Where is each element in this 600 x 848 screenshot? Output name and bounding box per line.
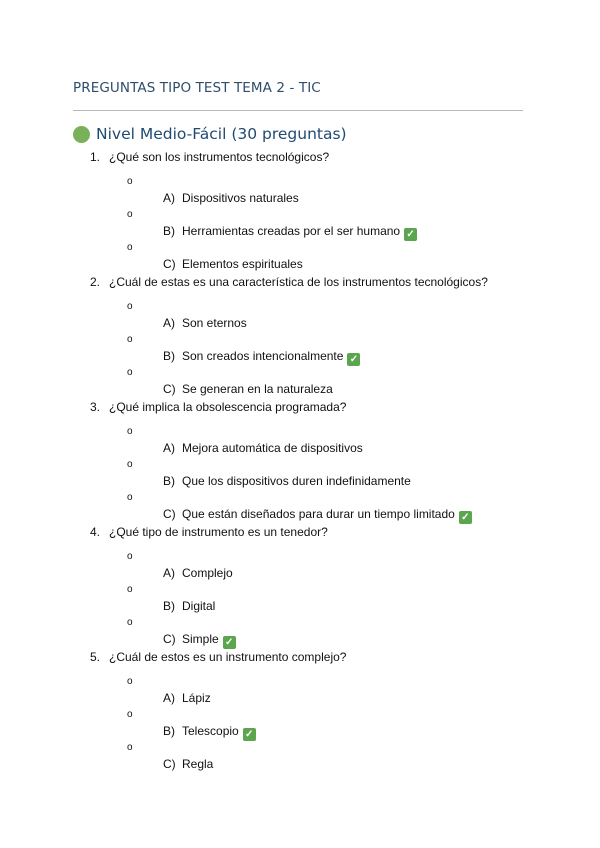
option-bullet: o — [127, 709, 133, 720]
question-number: 4. — [90, 525, 101, 539]
question-number: 3. — [90, 400, 101, 414]
option-letter: B) — [163, 474, 175, 488]
check-mark-button-icon: ✓ — [459, 511, 472, 524]
option-text: Mejora automática de dispositivos — [182, 441, 363, 455]
option-bullet: o — [127, 176, 133, 187]
option-letter: A) — [163, 316, 175, 330]
answer-option — [163, 724, 256, 741]
answer-option — [163, 691, 211, 705]
answer-option — [163, 382, 333, 396]
option-bullet: o — [127, 334, 133, 345]
option-text: Que están diseñados para durar un tiempo limitado — [182, 507, 455, 521]
option-text: Herramientas creadas por el ser humano — [182, 224, 401, 238]
option-letter: C) — [163, 757, 176, 771]
answer-option — [163, 191, 299, 205]
check-mark-button-icon: ✓ — [404, 228, 417, 241]
question-text: ¿Qué tipo de instrumento es un tenedor? — [109, 525, 328, 539]
option-bullet: o — [127, 676, 133, 687]
check-mark-button-icon: ✓ — [347, 353, 360, 366]
option-text: Telescopio — [182, 724, 239, 738]
option-text: Que los dispositivos duren indefinidamente — [182, 474, 411, 488]
option-bullet: o — [127, 551, 133, 562]
option-text: Elementos espirituales — [182, 257, 303, 271]
check-mark-button-icon: ✓ — [243, 728, 256, 741]
option-text: Se generan en la naturaleza — [182, 382, 333, 396]
option-letter: B) — [163, 599, 175, 613]
option-letter: A) — [163, 691, 175, 705]
option-bullet: o — [127, 492, 133, 503]
title-divider — [73, 110, 523, 111]
answer-option — [163, 474, 411, 488]
question-text: ¿Qué son los instrumentos tecnológicos? — [109, 150, 330, 164]
option-bullet: o — [127, 426, 133, 437]
question-item — [90, 650, 346, 664]
option-bullet: o — [127, 209, 133, 220]
option-bullet: o — [127, 584, 133, 595]
section-heading — [73, 125, 347, 143]
option-letter: C) — [163, 257, 176, 271]
answer-option — [163, 441, 363, 455]
answer-option — [163, 507, 472, 524]
document-title: PREGUNTAS TIPO TEST TEMA 2 - TIC — [73, 80, 321, 96]
option-letter: B) — [163, 349, 175, 363]
option-text: Regla — [182, 757, 214, 771]
question-number: 5. — [90, 650, 101, 664]
option-text: Digital — [182, 599, 216, 613]
option-bullet: o — [127, 367, 133, 378]
question-item — [90, 150, 329, 164]
option-text: Complejo — [182, 566, 233, 580]
option-bullet: o — [127, 617, 133, 628]
option-text: Son creados intencionalmente — [182, 349, 344, 363]
answer-option — [163, 257, 303, 271]
option-letter: A) — [163, 441, 175, 455]
option-letter: A) — [163, 191, 175, 205]
option-bullet: o — [127, 459, 133, 470]
check-mark-button-icon: ✓ — [223, 636, 236, 649]
option-letter: B) — [163, 224, 175, 238]
option-text: Dispositivos naturales — [182, 191, 299, 205]
answer-option — [163, 349, 360, 366]
option-bullet: o — [127, 242, 133, 253]
question-text: ¿Cuál de estas es una característica de los instrumentos tecnológicos? — [109, 275, 488, 289]
green-circle-icon — [73, 126, 90, 143]
option-bullet: o — [127, 301, 133, 312]
section-heading-label: Nivel Medio-Fácil (30 preguntas) — [96, 125, 347, 143]
option-letter: A) — [163, 566, 175, 580]
question-text: ¿Qué implica la obsolescencia programada? — [109, 400, 347, 414]
answer-option — [163, 632, 236, 649]
question-item — [90, 275, 488, 289]
question-number: 2. — [90, 275, 101, 289]
option-text: Simple — [182, 632, 219, 646]
option-letter: B) — [163, 724, 175, 738]
option-letter: C) — [163, 507, 176, 521]
question-number: 1. — [90, 150, 101, 164]
option-letter: C) — [163, 382, 176, 396]
option-bullet: o — [127, 742, 133, 753]
answer-option — [163, 566, 233, 580]
answer-option — [163, 316, 247, 330]
question-item — [90, 400, 346, 414]
answer-option — [163, 757, 213, 771]
question-text: ¿Cuál de estos es un instrumento complejo? — [109, 650, 347, 664]
question-item — [90, 525, 328, 539]
answer-option — [163, 599, 215, 613]
option-letter: C) — [163, 632, 176, 646]
option-text: Lápiz — [182, 691, 211, 705]
option-text: Son eternos — [182, 316, 247, 330]
answer-option — [163, 224, 417, 241]
